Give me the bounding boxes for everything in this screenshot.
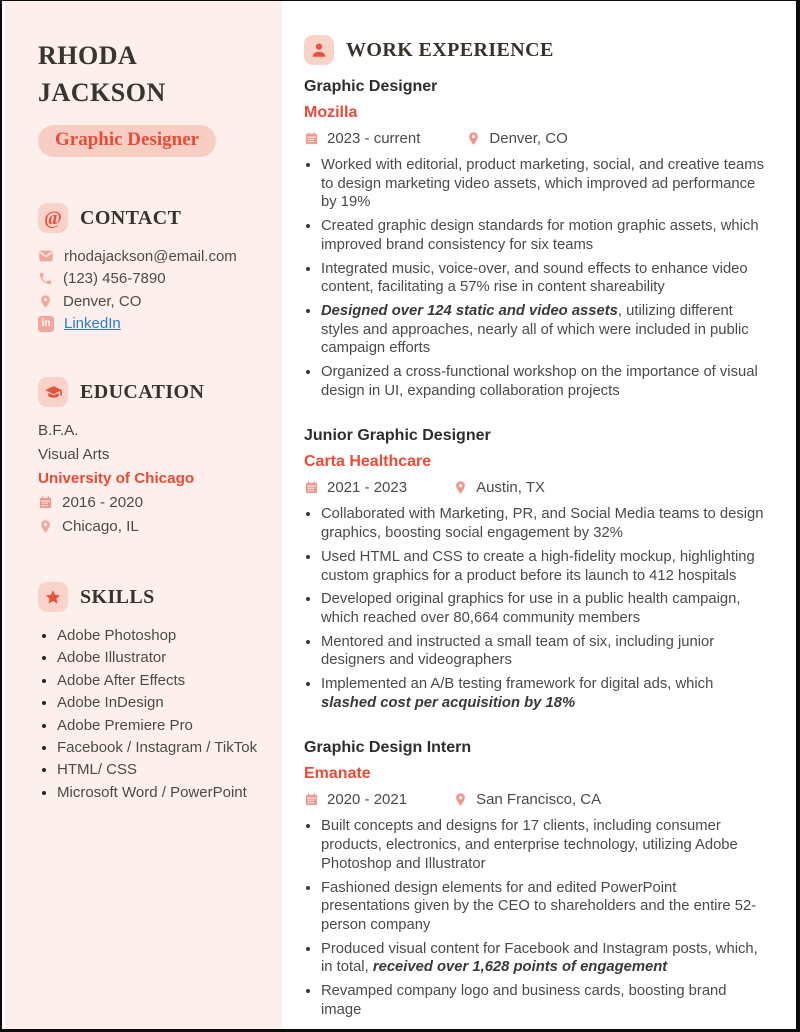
education-location [38,515,260,539]
skill-item: • HTML/ CSS [57,759,260,781]
skills-heading: SKILLS [80,585,155,608]
email-text: rhodajackson@email.com [64,247,237,265]
job-entry [304,739,768,1019]
calendar-icon [38,495,53,510]
star-icon [38,582,68,612]
education-degree: B.F.A. [38,422,79,439]
education-school: University of Chicago [38,470,195,487]
education-section [38,377,260,538]
contact-heading: CONTACT [80,206,182,229]
bullet-item: • Used HTML and CSS to create a high-fidelity mockup, highlighting custom graphics for a product before its launch to 412 hospitals [321,548,768,585]
bullet-item: • Designed over 124 static and video assets, utilizing different styles and approaches, nearly all of which were included in public campaign efforts [321,302,768,358]
experience-heading-row [304,35,768,65]
education-field: Visual Arts [38,446,110,463]
job-entry [304,427,768,712]
education-dates [38,491,260,515]
job-dates: 2020 - 2021 [304,791,407,808]
person-icon [304,35,334,65]
education-dates-text: 2016 - 2020 [62,494,144,511]
job-bullets [304,817,768,1019]
bullet-item: • Implemented an A/B testing framework for digital ads, which slashed cost per acquisition by 18% [321,675,768,712]
job-company: Emanate [304,765,371,783]
job-title: Graphic Designer [304,78,438,95]
skills-list [38,625,260,804]
contact-section [38,203,260,335]
job-meta-row [304,130,768,147]
bullet-item: • Integrated music, voice-over, and sound effects to enhance video content, facilitating a 57% rise in content shareability [321,260,768,297]
contact-item-email [38,245,260,268]
skill-item: • Adobe Premiere Pro [57,715,260,737]
sidebar [5,1,282,1029]
skill-item: • Facebook / Instagram / TikTok [57,737,260,759]
job-bullets [304,156,768,400]
bullet-item: • Developed original graphics for use in a public health campaign, which reached over 80,664 community members [321,590,768,627]
location-pin-icon [38,294,53,309]
bullet-item: • Created graphic design standards for motion graphic assets, which improved brand consistency for six teams [321,217,768,254]
contact-heading-row [38,203,260,233]
skill-item: • Adobe After Effects [57,670,260,692]
skills-section [38,582,260,804]
job-title: Graphic Design Intern [304,739,472,757]
bullet-item: • Mentored and instructed a small team of six, including junior designers and videographers [321,633,768,670]
bullet-item: • Organized a cross-functional workshop on the importance of visual design in UI, expanding collaboration projects [321,363,768,400]
skill-item: • Adobe Photoshop [57,625,260,647]
skill-item: • Microsoft Word / PowerPoint [57,782,260,804]
location-pin-icon [38,519,53,534]
skills-heading-row [38,582,260,612]
bullet-item: • Worked with editorial, product marketing, social, and creative teams to design marketing video assets, which improved ad performance by 19% [321,156,768,212]
bullet-item: • Produced visual content for Facebook and Instagram posts, which, in total, received over 1,628 points of engagement [321,940,768,977]
calendar-icon [304,480,319,495]
job-meta-row [304,479,768,496]
envelope-icon [38,248,54,264]
education-heading: EDUCATION [80,380,205,403]
education-body [38,419,260,538]
linkedin-icon: in [38,316,54,332]
linkedin-link[interactable]: LinkedIn [64,315,121,333]
education-location-text: Chicago, IL [62,517,139,535]
skill-item: • Adobe Illustrator [57,647,260,669]
contact-item-location [38,290,260,313]
education-heading-row [38,377,260,407]
job-location: San Francisco, CA [453,791,601,808]
job-bullets [304,505,768,712]
contact-item-phone [38,268,260,291]
contact-list [38,245,260,335]
job-dates: 2021 - 2023 [304,479,407,496]
job-company: Mozilla [304,104,358,121]
job-title: Junior Graphic Designer [304,427,491,445]
bullet-item: • Built concepts and designs for 17 clients, including consumer products, electronics, and enterprise technology, utilizing Adobe Photoshop and Illustrator [321,817,768,873]
skill-item: • Adobe InDesign [57,692,260,714]
job-location: Austin, TX [453,479,545,496]
main-column [282,1,796,1029]
location-pin-icon [466,131,481,146]
location-pin-icon [453,792,468,807]
job-meta-row [304,791,768,808]
phone-text: (123) 456-7890 [63,270,166,288]
name-line-2: JACKSON [38,78,166,107]
bullet-item: • Fashioned design elements for and edited PowerPoint presentations given by the CEO to shareholders and the entire 52-person company [321,879,768,935]
graduation-cap-icon [38,377,68,407]
at-icon: @ [38,203,68,233]
phone-icon [38,271,53,286]
job-dates: 2023 - current [304,130,420,147]
title-badge: Graphic Designer [38,125,216,157]
contact-item-linkedin [38,313,260,336]
candidate-name [38,37,260,111]
jobs-container [304,78,768,1020]
location-pin-icon [453,480,468,495]
job-company: Carta Healthcare [304,453,432,471]
calendar-icon [304,792,319,807]
bullet-item: • Revamped company logo and business cards, boosting brand image [321,982,768,1019]
calendar-icon [304,131,319,146]
name-line-1: RHODA [38,41,138,70]
job-location: Denver, CO [466,130,567,147]
job-entry [304,78,768,400]
experience-heading: WORK EXPERIENCE [346,38,554,61]
bullet-item: • Collaborated with Marketing, PR, and Social Media teams to design graphics, boosting social engagement by 32% [321,505,768,542]
location-text: Denver, CO [63,292,142,310]
